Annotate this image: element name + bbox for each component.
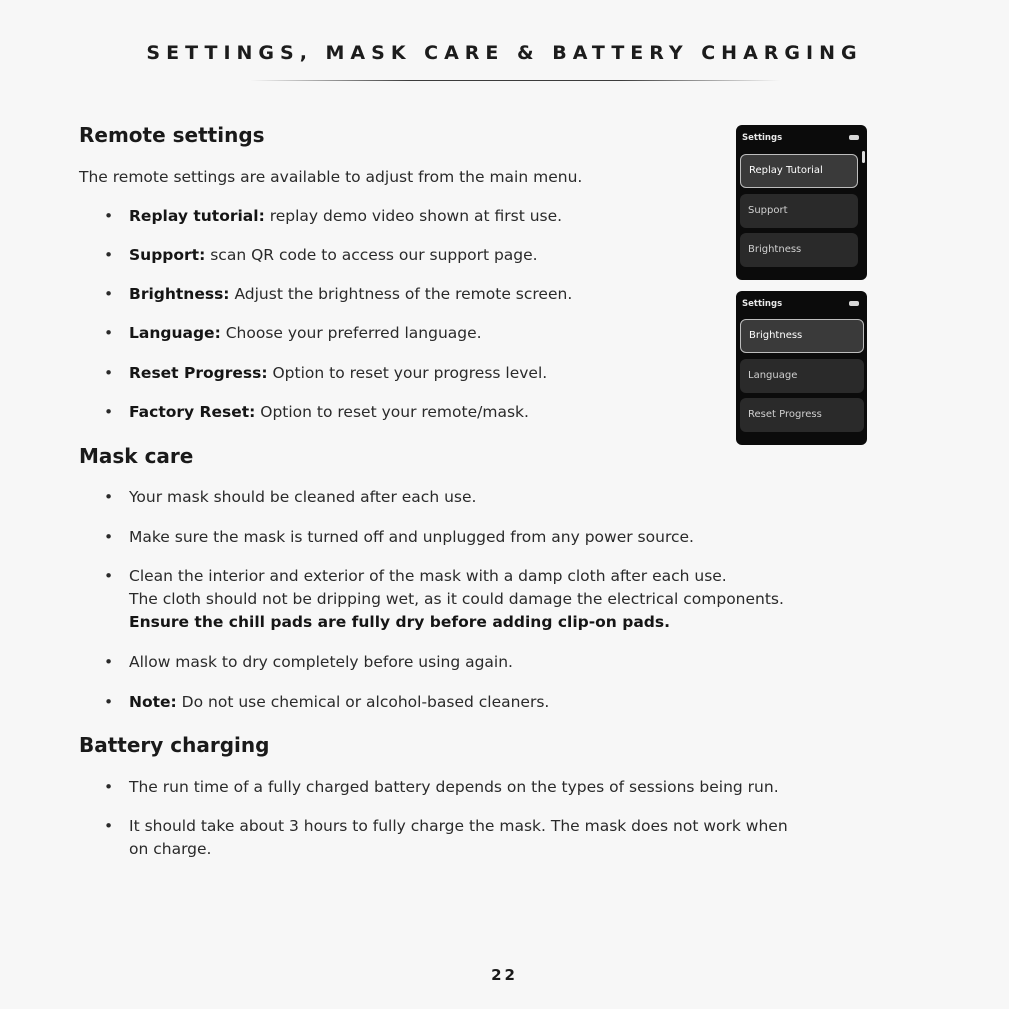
mask-care-title: Mask care <box>79 444 194 468</box>
bullet-dot: • <box>104 364 114 382</box>
item-text: Make sure the mask is turned off and unplugged from any power source. <box>129 528 694 546</box>
item-text: Do not use chemical or alcohol-based cleaners. <box>176 693 550 711</box>
bullet-dot: • <box>104 693 114 711</box>
bullet-dot: • <box>104 528 114 546</box>
screen-title: Settings <box>742 299 783 309</box>
item-text: It should take about 3 hours to fully charge the mask. The mask does not work when <box>129 817 788 835</box>
item-text: Allow mask to dry completely before using again. <box>129 653 513 671</box>
remote-screen-2 <box>736 291 867 445</box>
item-label: Brightness: <box>129 285 230 303</box>
battery-charging-title: Battery charging <box>79 733 270 757</box>
screen-menu-item: Language <box>740 359 864 393</box>
bullet-dot: • <box>104 567 114 585</box>
page-header: SETTINGS, MASK CARE & BATTERY CHARGING <box>146 42 863 64</box>
page-number: 22 <box>491 966 518 984</box>
item-text: The run time of a fully charged battery depends on the types of sessions being run. <box>129 778 779 796</box>
screen-menu-item: Support <box>740 194 858 228</box>
bullet-dot: • <box>104 246 114 264</box>
item-label: Support: <box>129 246 206 264</box>
item-text-line-2: The cloth should not be dripping wet, as it could damage the electrical components. <box>129 590 784 608</box>
bullet-dot: • <box>104 403 114 421</box>
battery-icon <box>849 301 859 306</box>
scrollbar <box>862 151 865 163</box>
item-label: Replay tutorial: <box>129 207 265 225</box>
screen-menu-item: Reset Progress <box>740 398 864 432</box>
remote-screen-1 <box>736 125 867 280</box>
bullet-dot: • <box>104 285 114 303</box>
item-text: scan QR code to access our support page. <box>205 246 538 264</box>
item-text: Option to reset your progress level. <box>267 364 548 382</box>
bullet-dot: • <box>104 817 114 835</box>
screen-title: Settings <box>742 133 783 143</box>
item-label: Factory Reset: <box>129 403 256 421</box>
bullet-dot: • <box>104 778 114 796</box>
bullet-dot: • <box>104 653 114 671</box>
item-warning: Ensure the chill pads are fully dry before adding clip-on pads. <box>129 613 671 631</box>
bullet-dot: • <box>104 324 114 342</box>
screen-menu-item: Brightness <box>740 233 858 267</box>
item-text: Adjust the brightness of the remote screen. <box>229 285 573 303</box>
screen-menu-item: Brightness <box>740 319 864 353</box>
item-text: Choose your preferred language. <box>220 324 482 342</box>
remote-settings-title: Remote settings <box>79 123 265 147</box>
item-label: Note: <box>129 693 177 711</box>
item-label: Language: <box>129 324 221 342</box>
bullet-dot: • <box>104 488 114 506</box>
item-text: Option to reset your remote/mask. <box>255 403 529 421</box>
header-divider <box>250 80 780 81</box>
screen-menu-item: Replay Tutorial <box>740 154 858 188</box>
bullet-dot: • <box>104 207 114 225</box>
item-text: replay demo video shown at first use. <box>264 207 563 225</box>
remote-settings-intro: The remote settings are available to adjust from the main menu. <box>79 168 583 186</box>
battery-icon <box>849 135 859 140</box>
item-label: Reset Progress: <box>129 364 268 382</box>
item-text: Your mask should be cleaned after each use. <box>129 488 477 506</box>
item-text: Clean the interior and exterior of the mask with a damp cloth after each use. <box>129 567 727 585</box>
item-text-line-2: on charge. <box>129 840 212 858</box>
